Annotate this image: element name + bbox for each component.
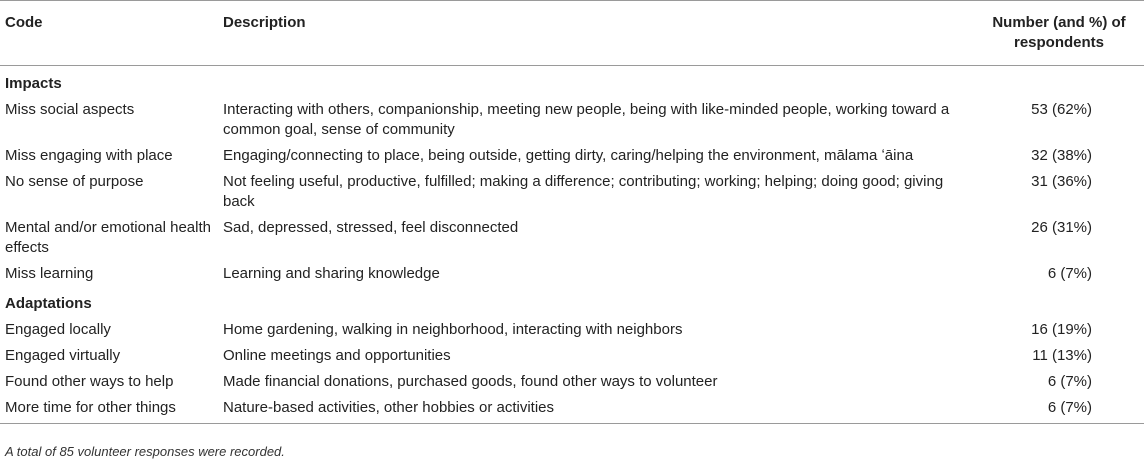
row-code: Engaged virtually xyxy=(5,347,121,364)
row-description: Made financial donations, purchased goods, found other ways to volunteer xyxy=(223,373,718,390)
row-code: Miss social aspects xyxy=(5,101,135,118)
table-body xyxy=(0,66,1144,424)
row-code: Found other ways to help xyxy=(5,373,174,390)
row-number: 6 (7%) xyxy=(1047,265,1092,282)
row-code: Engaged locally xyxy=(5,321,111,338)
row-number: 31 (36%) xyxy=(1031,173,1092,190)
row-description: Not feeling useful, productive, fulfilled; making a difference; contributing; working; helping; doing good; giving back xyxy=(223,173,944,210)
row-code: More time for other things xyxy=(5,399,176,416)
header-number: Number (and %) of respondents xyxy=(992,14,1126,51)
section-title: Adaptations xyxy=(5,295,92,312)
row-number: 16 (19%) xyxy=(1031,321,1092,338)
row-description: Interacting with others, companionship, meeting new people, being with like-minded people, working toward a common goal, sense of community xyxy=(223,101,950,138)
row-code: No sense of purpose xyxy=(5,173,144,190)
row-description: Home gardening, walking in neighborhood, interacting with neighbors xyxy=(223,321,683,338)
table-row xyxy=(0,169,1144,215)
row-description: Online meetings and opportunities xyxy=(223,347,451,364)
row-number: 26 (31%) xyxy=(1031,219,1092,236)
section-title: Impacts xyxy=(5,75,62,92)
row-number: 6 (7%) xyxy=(1047,373,1092,390)
row-description: Learning and sharing knowledge xyxy=(223,265,440,282)
row-code: Mental and/or emotional health effects xyxy=(5,219,211,256)
table-row xyxy=(0,317,1144,343)
table-header xyxy=(0,1,1144,66)
header-row xyxy=(0,1,1144,66)
row-description: Sad, depressed, stressed, feel disconnected xyxy=(223,219,519,236)
table-row xyxy=(0,143,1144,169)
row-code: Miss learning xyxy=(5,265,94,282)
row-number: 11 (13%) xyxy=(1032,347,1092,364)
table-footnote: A total of 85 volunteer responses were recorded. xyxy=(5,444,285,459)
row-number: 32 (38%) xyxy=(1031,147,1092,164)
table-row xyxy=(0,97,1144,143)
table-row xyxy=(0,261,1144,287)
row-description: Engaging/connecting to place, being outside, getting dirty, caring/helping the environment, mālama ʻāina xyxy=(223,147,914,164)
row-description: Nature-based activities, other hobbies or activities xyxy=(223,399,554,416)
section-row-impacts xyxy=(0,66,1144,98)
table-row xyxy=(0,343,1144,369)
row-number: 6 (7%) xyxy=(1047,399,1092,416)
header-description: Description xyxy=(223,14,306,31)
section-row-adaptations xyxy=(0,287,1144,317)
row-code: Miss engaging with place xyxy=(5,147,173,164)
header-code: Code xyxy=(5,14,43,31)
table-row xyxy=(0,369,1144,395)
row-number: 53 (62%) xyxy=(1031,101,1092,118)
table-row xyxy=(0,215,1144,261)
table-row xyxy=(0,395,1144,424)
